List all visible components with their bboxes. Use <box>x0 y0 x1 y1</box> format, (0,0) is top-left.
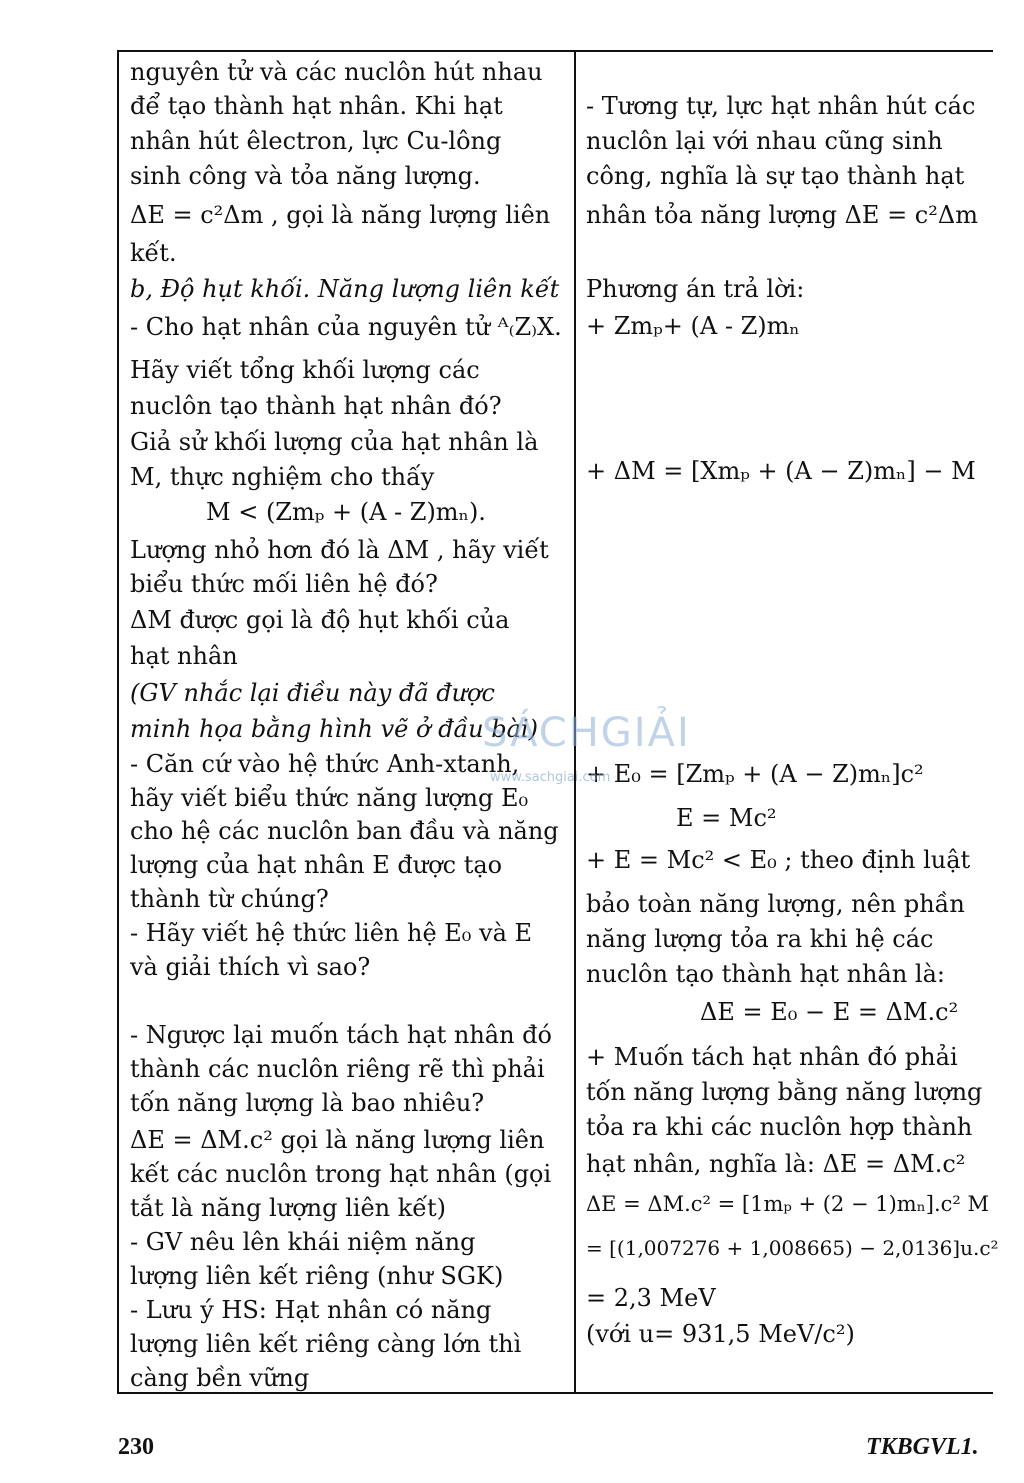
right-line: nhân tỏa năng lượng ΔE = c²Δm <box>586 201 978 229</box>
left-line: ΔE = ΔM.c² gọi là năng lượng liên <box>130 1126 545 1154</box>
left-line: nguyên tử và các nuclôn hút nhau <box>130 58 543 86</box>
left-line: Giả sử khối lượng của hạt nhân là <box>130 428 539 456</box>
result-value: = 2,3 MeV <box>586 1284 716 1312</box>
watermark-url: www.sachgiai.com <box>490 770 611 785</box>
teacher-note: minh họa bằng hình vẽ ở đầu bài) <box>130 715 538 743</box>
answer-heading: Phương án trả lời: <box>586 275 805 303</box>
left-line: cho hệ các nuclôn ban đầu và năng <box>130 817 559 845</box>
left-line: - GV nêu lên khái niệm năng <box>130 1228 476 1256</box>
teacher-note: (GV nhắc lại điều này đã được <box>130 679 495 707</box>
initial-energy-formula: + E₀ = [Zmₚ + (A − Z)mₙ]c² <box>586 760 924 788</box>
left-line: - Cho hạt nhân của nguyên tử ᴬ₍Z₎X. <box>130 313 562 341</box>
left-line: để tạo thành hạt nhân. Khi hạt <box>130 92 503 120</box>
left-line: và giải thích vì sao? <box>130 953 371 981</box>
page-number: 230 <box>118 1434 154 1460</box>
left-line: Hãy viết tổng khối lượng các <box>130 356 480 384</box>
inequality-formula: M < (Zmₚ + (A - Z)mₙ). <box>206 498 486 526</box>
left-line: kết các nuclôn trong hạt nhân (gọi <box>130 1160 552 1188</box>
right-line: + Muốn tách hạt nhân đó phải <box>586 1043 958 1071</box>
section-heading: b, Độ hụt khối. Năng lượng liên kết <box>130 275 560 303</box>
left-line: lượng liên kết riêng (như SGK) <box>130 1262 504 1290</box>
right-line: công, nghĩa là sự tạo thành hạt <box>586 162 965 190</box>
left-line: nuclôn tạo thành hạt nhân đó? <box>130 392 502 420</box>
book-code: TKBGVL1. <box>866 1434 979 1460</box>
left-line: ΔM được gọi là độ hụt khối của <box>130 606 510 634</box>
watermark-logo: SÁCHGIẢI <box>482 710 691 756</box>
right-line: tốn năng lượng bằng năng lượng <box>586 1078 983 1106</box>
left-line: lượng của hạt nhân E được tạo <box>130 851 503 879</box>
mass-defect-formula: + ΔM = [Xmₚ + (A − Z)mₙ] − M <box>586 457 976 485</box>
right-line: hạt nhân, nghĩa là: ΔE = ΔM.c² <box>586 1150 966 1178</box>
right-line: nuclôn tạo thành hạt nhân là: <box>586 960 945 988</box>
left-line: sinh công và tỏa năng lượng. <box>130 162 481 190</box>
calculation-line: = [(1,007276 + 1,008665) − 2,0136]u.c² <box>586 1236 999 1260</box>
left-line: M, thực nghiệm cho thấy <box>130 463 435 491</box>
calculation-line: ΔE = ΔM.c² = [1mₚ + (2 − 1)mₙ].c² M <box>586 1192 989 1216</box>
left-line: thành từ chúng? <box>130 885 329 913</box>
left-line: ΔE = c²Δm , gọi là năng lượng liên <box>130 201 551 229</box>
left-line: tốn năng lượng là bao nhiêu? <box>130 1089 485 1117</box>
left-line: hạt nhân <box>130 642 238 670</box>
left-line: biểu thức mối liên hệ đó? <box>130 570 438 598</box>
right-line: nuclôn lại với nhau cũng sinh <box>586 127 943 155</box>
left-line: hãy viết biểu thức năng lượng E₀ <box>130 784 529 812</box>
binding-energy-formula: ΔE = E₀ − E = ΔM.c² <box>700 998 959 1026</box>
unit-note: (với u= 931,5 MeV/c²) <box>586 1320 855 1348</box>
left-line: thành các nuclôn riêng rẽ thì phải <box>130 1055 545 1083</box>
left-line: tắt là năng lượng liên kết) <box>130 1194 447 1222</box>
left-line: - Lưu ý HS: Hạt nhân có năng <box>130 1296 492 1324</box>
right-line: + E = Mc² < E₀ ; theo định luật <box>586 846 971 874</box>
left-line: nhân hút êlectron, lực Cu-lông <box>130 127 502 155</box>
left-line: - Hãy viết hệ thức liên hệ E₀ và E <box>130 919 533 947</box>
left-line: kết. <box>130 239 177 267</box>
right-line: - Tương tự, lực hạt nhân hút các <box>586 92 976 120</box>
left-line: - Ngược lại muốn tách hạt nhân đó <box>130 1021 552 1049</box>
left-line: lượng liên kết riêng càng lớn thì <box>130 1330 522 1358</box>
right-line: năng lượng tỏa ra khi hệ các <box>586 925 934 953</box>
left-line: - Căn cứ vào hệ thức Anh-xtanh, <box>130 750 520 778</box>
right-line: tỏa ra khi các nuclôn hợp thành <box>586 1113 973 1141</box>
left-line: Lượng nhỏ hơn đó là ΔM , hãy viết <box>130 536 549 564</box>
nucleus-energy-formula: E = Mc² <box>676 804 777 832</box>
right-line: bảo toàn năng lượng, nên phần <box>586 890 965 918</box>
left-line: càng bền vững <box>130 1364 310 1392</box>
answer-formula: + Zmₚ+ (A - Z)mₙ <box>586 312 800 340</box>
